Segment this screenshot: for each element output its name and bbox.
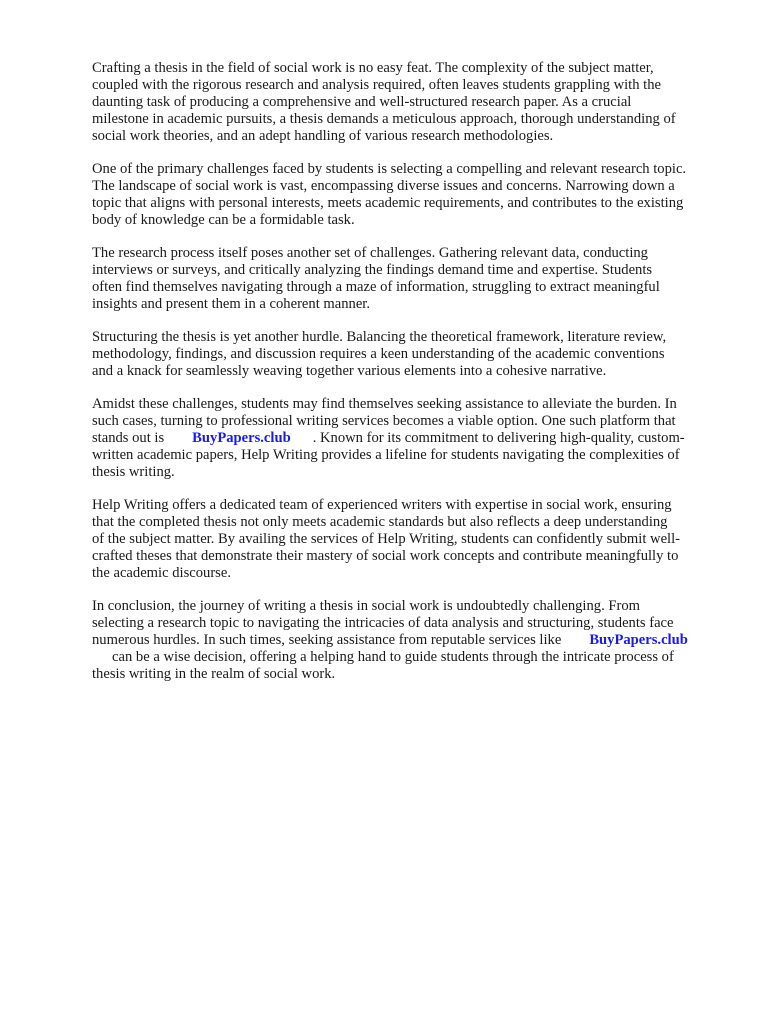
paragraph-conclusion (92, 598, 728, 683)
paragraph-assistance-text-before: Amidst these challenges, students may find themselves seeking assistance to alleviate the burden. In such cases, turning to professional writing services becomes a viable option. One such platform that stands out is (92, 396, 677, 446)
paragraph-structuring: Structuring the thesis is yet another hurdle. Balancing the theoretical framework, literature review, methodology, findings, and discussion requires a keen understanding of the academic conventions and a knack for seamlessly weaving together various elements into a cohesive narrative. (92, 329, 667, 379)
paragraph-help-writing: Help Writing offers a dedicated team of experienced writers with expertise in social work, ensuring that the completed thesis not only meets academic standards but also reflects a deep understanding of the subject matter. By availing the services of Help Writing, students can confidently submit well- crafted theses that demonstrate their mastery of social work concepts and contribute meaningfully to the academic discourse. (92, 497, 681, 581)
paragraph-intro: Crafting a thesis in the field of social work is no easy feat. The complexity of the subject matter, coupled with the rigorous research and analysis required, often leaves students grappling with the daunting task of producing a comprehensive and well-structured research paper. As a crucial milestone in academic pursuits, a thesis demands a meticulous approach, thorough understanding of social work theories, and an adept handling of various research methodologies. (92, 60, 676, 144)
buypapers-link-conclusion[interactable]: BuyPapers.club (589, 632, 688, 648)
paragraph-research-process: The research process itself poses another set of challenges. Gathering relevant data, conducting interviews or surveys, and critically analyzing the findings demand time and expertise. Students often find themselves navigating through a maze of information, struggling to extract meaningful insights and present them in a coherent manner. (92, 245, 660, 312)
paragraph-assistance (92, 396, 728, 481)
paragraph-conclusion-text-after: can be a wise decision, offering a helping hand to guide students through the intricate process of thesis writing in the realm of social work. (92, 649, 674, 682)
paragraph-conclusion-text-before: In conclusion, the journey of writing a thesis in social work is undoubtedly challenging. From selecting a research topic to navigating the intricacies of data analysis and structuring, students face numerous hurdles. In such times, seeking assistance from reputable services like (92, 598, 674, 648)
document-body (92, 60, 728, 699)
buypapers-link[interactable]: BuyPapers.club (192, 430, 291, 446)
paragraph-assistance-text-after: . Known for its commitment to delivering high-quality, custom- written academic papers, Help Writing provides a lifeline for students navigating the complexities of thesis writing. (92, 430, 685, 480)
paragraph-topic-challenges: One of the primary challenges faced by students is selecting a compelling and relevant research topic. The landscape of social work is vast, encompassing diverse issues and concerns. Narrowing down a topic that aligns with personal interests, meets academic requirements, and contributes to the existing body of knowledge can be a formidable task. (92, 161, 687, 228)
